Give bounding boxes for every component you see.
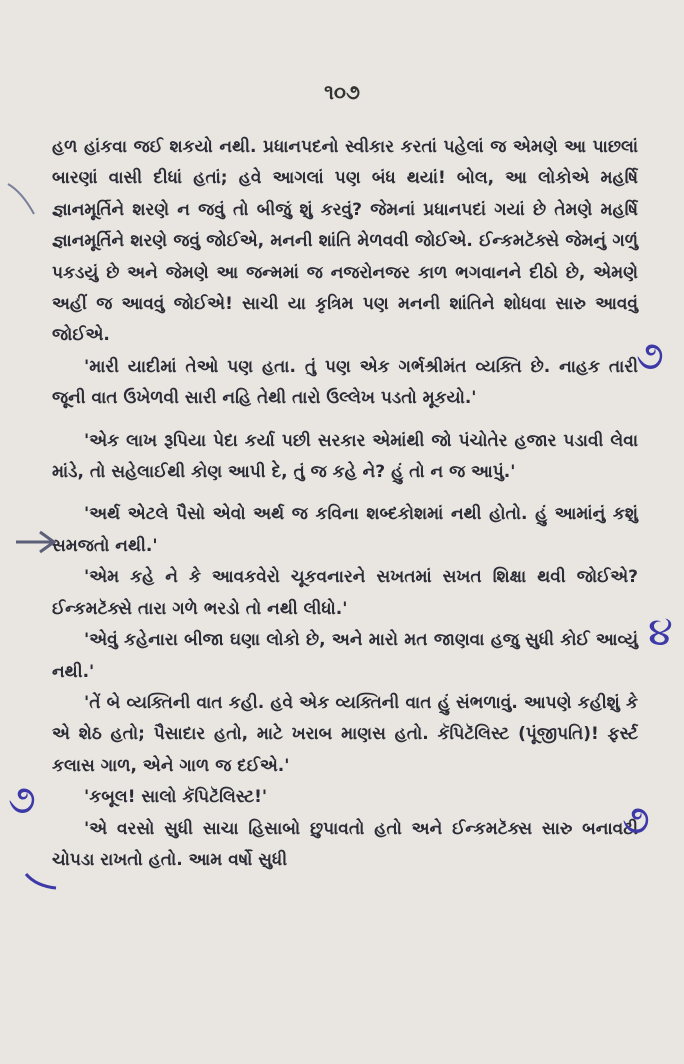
paragraph: હળ હાંકવા જઈ શકયો નથી. પ્રધાનપદનો સ્વીકાર કરતાં પહેલાં જ એમણે આ પાછલાં બારણાં વાસી દીધાં હતાં; હવે આગલાં પણ બંધ થયાં! બોલ, આ લોકોએ મહર્ષિ જ્ઞાનમૂર્તિને શરણે ન જવું તો બીજું શું કરવું? જેમનાં પ્રધાનપદાં ગયાં છે તેમણે મહર્ષિ જ્ઞાનમૂર્તિને શરણે જવું જોઈએ, મનની શાંતિ મેળવવી જોઈએ. ઈન્કમટૅક્સે જેમનું ગળું પકડયું છે અને જેમણે આ જન્મમાં જ નજરોનજર કાળ ભગવાનને દીઠો છે, એમણે અહીં જ આવવું જોઈએ! સાચી યા કૃત્રિમ પણ મનની શાંતિને શોધવા સારુ આવવું જોઈએ. — [52, 137, 638, 346]
paragraph: 'એમ કહે ને કે આવકવેરો ચૂકવનારને સખતમાં સખત શિક્ષા થવી જોઈએ? ઈન્કમટૅક્સે તારા ગળે ભરડો તો નથી લીધો.' — [52, 567, 638, 619]
paragraph: 'એવું કહેનારા બીજા ઘણા લોકો છે, અને મારો મત જાણવા હજુ સુધી કોઈ આવ્યું નથી.' — [52, 630, 638, 682]
page-number: ૧૦૭ — [324, 80, 360, 104]
paragraph: 'એક લાખ રૂપિયા પેદા કર્યા પછી સરકાર એમાંથી જો પંચોતેર હજાર પડાવી લેવા માંડે, તો સહેલાઈથી કોણ આપી દે, તું જ કહે ને? હું તો ન જ આપું.' — [52, 430, 638, 483]
paragraph: 'મારી યાદીમાં તેઓ પણ હતા. તું પણ એક ગર્ભશ્રીમંત વ્યક્તિ છે. નાહક તારી જૂની વાત ઉખેળવી સારી નહિ તેથી તારો ઉલ્લેખ પડતો મૂકયો.' — [52, 356, 638, 409]
body-text — [52, 132, 638, 876]
handwritten-margin-mark: ૭ — [636, 333, 664, 379]
arrow-mark-icon — [10, 520, 60, 570]
pen-tick-icon — [22, 868, 62, 898]
paragraph: 'એ વરસો સુધી સાચા હિસાબો છુપાવતો હતો અને ઈન્કમટૅક્સ સારુ બનાવટી ચોપડા રાખતો હતો. આમ વર્ષો સુધી — [52, 818, 638, 870]
handwritten-margin-mark: ૭ — [8, 777, 36, 823]
handwritten-margin-mark: ૪ — [648, 609, 673, 655]
paragraph: 'અર્થ એટલે પૈસો એવો અર્થ જ કવિના શબ્દકોશમાં નથી હોતો. હું આમાંનું કશું સમજતો નથી.' — [52, 504, 638, 556]
handwritten-margin-mark: ૭ — [622, 797, 650, 843]
paragraph: 'કબૂલ! સાલો કૅપિટૅલિસ્ટ!' — [84, 787, 268, 808]
paragraph: 'તેં બે વ્યક્તિની વાત કહી. હવે એક વ્યક્તિની વાત હું સંભળાવું. આપણે કહીશું કે એ શેઠ હતો; પૈસાદાર હતો, માટે ખરાબ માણસ હતો. કૅપિટૅલિસ્ટ (પૂંજીપતિ)! ફર્સ્ટ કલાસ ગાળ, એને ગાળ જ દઈએ.' — [52, 692, 638, 776]
pen-tick-icon — [4, 170, 44, 220]
